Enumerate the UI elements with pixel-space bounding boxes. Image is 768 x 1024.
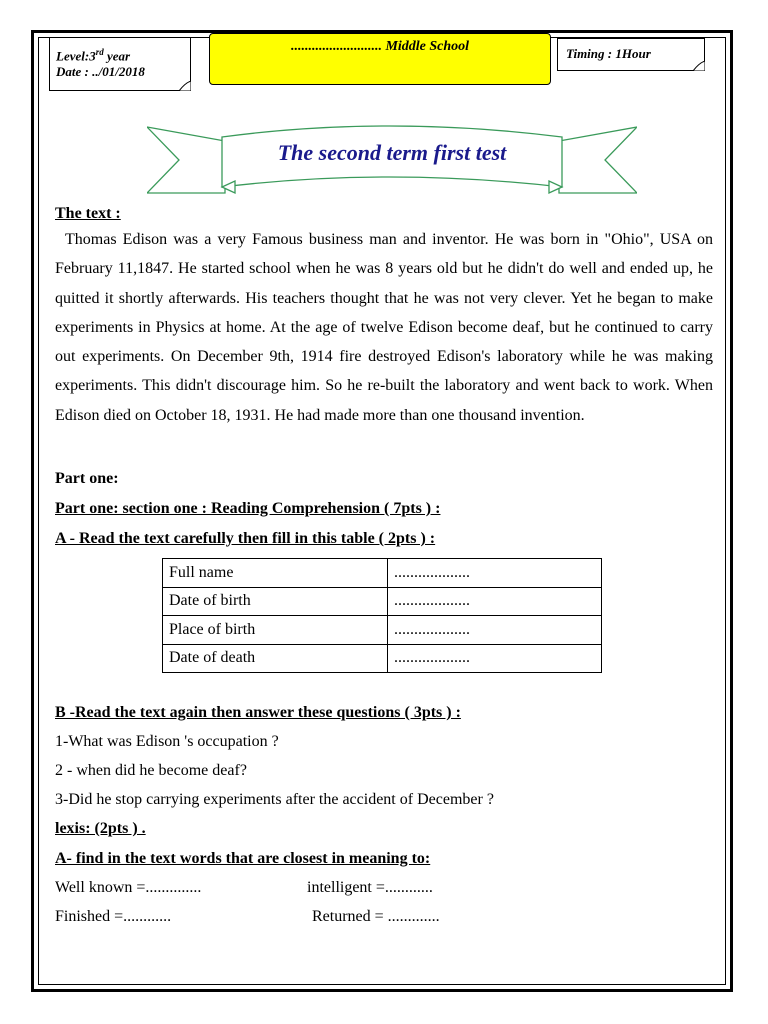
part-one-label: Part one:	[55, 470, 119, 487]
row-label: Date of death	[163, 644, 388, 673]
task-b-heading: B -Read the text again then answer these questions ( 3pts ) :	[55, 704, 461, 721]
section-heading: Part one: section one : Reading Comprehension ( 7pts ) :	[55, 500, 441, 517]
row-blank[interactable]: ...................	[388, 644, 602, 673]
timing-label: Timing : 1Hour	[566, 46, 651, 61]
page-curl-icon	[693, 61, 705, 71]
table-row	[163, 559, 602, 588]
test-title: The second term first test	[277, 140, 507, 165]
question-3: 3-Did he stop carrying experiments after the accident of December ?	[55, 791, 494, 808]
text-heading: The text :	[55, 205, 121, 222]
reading-passage: Thomas Edison was a very Famous business man and inventor. He was born in "Ohio", USA on February 11,1847. He started school when he was 8 years old but he didn't do well and ended up, he quitted it shortly afterwards. His teachers thought that he was not very clever. Yet he began to make experiments in Physics at home. At the age of twelve Edison become deaf, but he continued to carry out experiments. On December 9th, 1914 fire destroyed Edison's laboratory while he was making experiments. This didn't discourage him. So he re-built the laboratory and went back to work. When Edison died on October 18, 1931. He had made more than one thousand invention.	[55, 231, 713, 424]
row-label: Full name	[163, 559, 388, 588]
lexis-item: intelligent =............	[307, 879, 433, 896]
table-row	[163, 587, 602, 616]
lexis-heading: lexis: (2pts ) .	[55, 820, 146, 837]
lexis-item: Well known =..............	[55, 879, 202, 896]
reading-section	[55, 205, 713, 430]
row-label: Date of birth	[163, 587, 388, 616]
question-2: 2 - when did he become deaf?	[55, 762, 247, 779]
level-label: Level:3rd year	[56, 47, 131, 64]
task-a-heading: A - Read the text carefully then fill in this table ( 2pts ) :	[55, 530, 436, 547]
school-name: .......................... Middle School	[290, 39, 470, 54]
level-date-box	[49, 37, 191, 91]
date-label: Date : ../01/2018	[56, 64, 145, 80]
school-name-box	[209, 33, 551, 85]
table-row	[163, 616, 602, 645]
row-blank[interactable]: ...................	[388, 559, 602, 588]
lexis-task: A- find in the text words that are closest in meaning to:	[55, 850, 431, 867]
row-blank[interactable]: ...................	[388, 616, 602, 645]
row-label: Place of birth	[163, 616, 388, 645]
page-curl-icon	[179, 81, 191, 91]
row-blank[interactable]: ...................	[388, 587, 602, 616]
timing-box	[557, 38, 705, 71]
lexis-item: Returned = .............	[312, 908, 440, 925]
question-1: 1-What was Edison 's occupation ?	[55, 733, 279, 750]
fill-in-table	[162, 558, 602, 673]
lexis-item: Finished =............	[55, 908, 172, 925]
table-row	[163, 644, 602, 673]
